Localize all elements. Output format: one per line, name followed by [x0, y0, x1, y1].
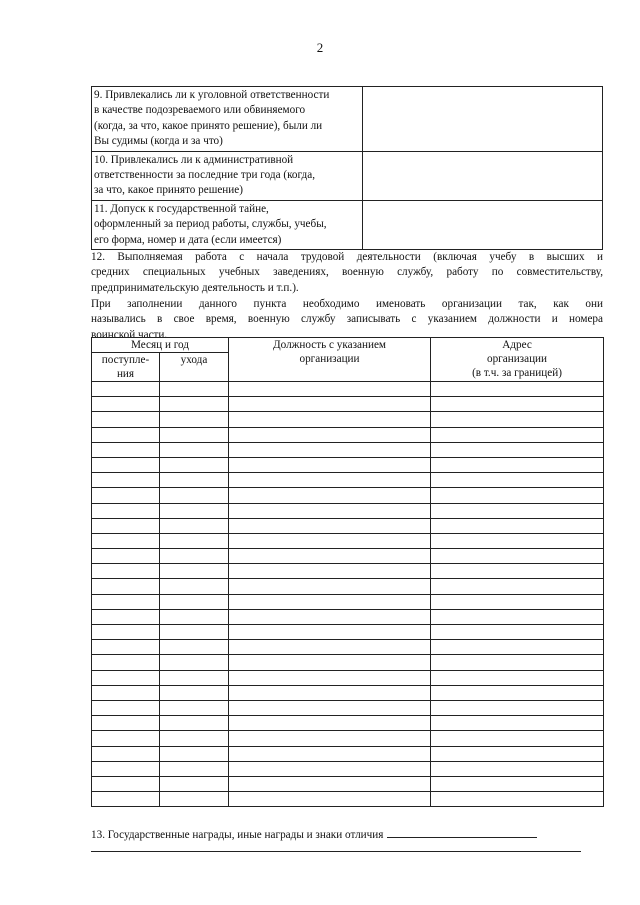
position-cell[interactable] [229, 579, 431, 594]
table-row [92, 761, 604, 776]
end-date-cell[interactable] [160, 609, 229, 624]
start-date-cell[interactable] [92, 473, 160, 488]
position-cell[interactable] [229, 776, 431, 791]
address-cell[interactable] [431, 579, 604, 594]
end-date-cell[interactable] [160, 776, 229, 791]
position-cell[interactable] [229, 655, 431, 670]
question-row-9 [92, 87, 603, 152]
end-date-cell[interactable] [160, 412, 229, 427]
work-history-rows [92, 382, 604, 807]
end-date-cell[interactable] [160, 625, 229, 640]
table-row [92, 473, 604, 488]
section-12-note: При заполнении данного пункта необходимо именовать организации так, как они назывались в свое время, военную службу записывать с указанием должности и номера воинской части. [91, 298, 603, 341]
start-date-cell[interactable] [92, 427, 160, 442]
start-date-cell[interactable] [92, 412, 160, 427]
end-date-cell[interactable] [160, 716, 229, 731]
address-header: Адрес организации (в т.ч. за границей) [431, 338, 604, 382]
table-row [92, 579, 604, 594]
start-date-cell[interactable] [92, 397, 160, 412]
address-cell[interactable] [431, 746, 604, 761]
question-10-text: 10. Привлекались ли к административной ответственности за последние три года (когда, за что, какое принято решение) [92, 151, 363, 200]
end-date-cell[interactable] [160, 731, 229, 746]
position-cell[interactable] [229, 731, 431, 746]
question-10-answer-field[interactable] [363, 151, 603, 200]
table-row [92, 731, 604, 746]
address-cell[interactable] [431, 609, 604, 624]
question-11-text: 11. Допуск к государственной тайне, оформленный за период работы, службы, учебы, его форма, номер и дата (если имеется) [92, 200, 363, 249]
end-date-cell[interactable] [160, 488, 229, 503]
table-row [92, 625, 604, 640]
end-date-cell[interactable] [160, 382, 229, 397]
start-date-cell[interactable] [92, 533, 160, 548]
address-cell[interactable] [431, 625, 604, 640]
start-date-cell[interactable] [92, 609, 160, 624]
start-date-cell[interactable] [92, 503, 160, 518]
table-row [92, 716, 604, 731]
end-date-header: ухода [160, 353, 229, 382]
table-row [92, 609, 604, 624]
awards-continuation-line[interactable] [91, 851, 581, 852]
work-history-table [91, 337, 604, 807]
end-date-cell[interactable] [160, 533, 229, 548]
address-cell[interactable] [431, 564, 604, 579]
start-date-cell[interactable] [92, 382, 160, 397]
address-cell[interactable] [431, 670, 604, 685]
address-cell[interactable] [431, 427, 604, 442]
position-cell[interactable] [229, 685, 431, 700]
end-date-cell[interactable] [160, 549, 229, 564]
position-cell[interactable] [229, 533, 431, 548]
address-cell[interactable] [431, 473, 604, 488]
address-cell[interactable] [431, 533, 604, 548]
position-cell[interactable] [229, 457, 431, 472]
question-row-11 [92, 200, 603, 249]
table-row [92, 700, 604, 715]
start-date-cell[interactable] [92, 700, 160, 715]
position-cell[interactable] [229, 503, 431, 518]
position-cell[interactable] [229, 700, 431, 715]
start-date-header: поступле- ния [92, 353, 160, 382]
start-date-cell[interactable] [92, 594, 160, 609]
start-date-cell[interactable] [92, 776, 160, 791]
end-date-cell[interactable] [160, 457, 229, 472]
address-cell[interactable] [431, 397, 604, 412]
month-year-header: Месяц и год [92, 338, 229, 353]
end-date-cell[interactable] [160, 503, 229, 518]
address-cell[interactable] [431, 412, 604, 427]
table-row [92, 594, 604, 609]
position-cell[interactable] [229, 427, 431, 442]
start-date-cell[interactable] [92, 640, 160, 655]
address-cell[interactable] [431, 792, 604, 807]
start-date-cell[interactable] [92, 761, 160, 776]
address-cell[interactable] [431, 549, 604, 564]
start-date-cell[interactable] [92, 746, 160, 761]
section-13 [91, 826, 603, 843]
end-date-cell[interactable] [160, 761, 229, 776]
address-cell[interactable] [431, 457, 604, 472]
address-cell[interactable] [431, 488, 604, 503]
position-cell[interactable] [229, 564, 431, 579]
address-cell[interactable] [431, 382, 604, 397]
table-row [92, 564, 604, 579]
table-row [92, 518, 604, 533]
start-date-cell[interactable] [92, 792, 160, 807]
start-date-cell[interactable] [92, 579, 160, 594]
page-number: 2 [316, 40, 324, 55]
table-row [92, 792, 604, 807]
address-cell[interactable] [431, 776, 604, 791]
address-cell[interactable] [431, 731, 604, 746]
table-row [92, 670, 604, 685]
address-cell[interactable] [431, 700, 604, 715]
address-cell[interactable] [431, 442, 604, 457]
table-row [92, 533, 604, 548]
position-cell[interactable] [229, 792, 431, 807]
table-row [92, 382, 604, 397]
end-date-cell[interactable] [160, 670, 229, 685]
start-date-cell[interactable] [92, 731, 160, 746]
position-cell[interactable] [229, 625, 431, 640]
question-11-answer-field[interactable] [363, 200, 603, 249]
address-cell[interactable] [431, 640, 604, 655]
table-row [92, 503, 604, 518]
table-row [92, 457, 604, 472]
table-row [92, 776, 604, 791]
question-row-10 [92, 151, 603, 200]
end-date-cell[interactable] [160, 640, 229, 655]
table-row [92, 442, 604, 457]
address-cell[interactable] [431, 685, 604, 700]
table-row [92, 488, 604, 503]
table-row [92, 655, 604, 670]
address-cell[interactable] [431, 594, 604, 609]
position-cell[interactable] [229, 549, 431, 564]
position-cell[interactable] [229, 442, 431, 457]
address-cell[interactable] [431, 761, 604, 776]
section-12-text: 12. Выполняемая работа с начала трудовой деятельности (включая учебу в высших и средних специальных учебных заведениях, военную службу, работу по совместительству, предпринимательскую деятельность и т.п.). [91, 251, 603, 294]
address-cell[interactable] [431, 716, 604, 731]
end-date-cell[interactable] [160, 518, 229, 533]
table-row [92, 549, 604, 564]
end-date-cell[interactable] [160, 427, 229, 442]
end-date-cell[interactable] [160, 442, 229, 457]
end-date-cell[interactable] [160, 579, 229, 594]
start-date-cell[interactable] [92, 716, 160, 731]
questions-table [91, 86, 603, 250]
position-cell[interactable] [229, 382, 431, 397]
end-date-cell[interactable] [160, 700, 229, 715]
start-date-cell[interactable] [92, 625, 160, 640]
address-cell[interactable] [431, 655, 604, 670]
position-cell[interactable] [229, 412, 431, 427]
position-cell[interactable] [229, 609, 431, 624]
table-row [92, 427, 604, 442]
start-date-cell[interactable] [92, 549, 160, 564]
start-date-cell[interactable] [92, 670, 160, 685]
awards-label: 13. Государственные награды, иные награды и знаки отличия [91, 829, 384, 841]
address-cell[interactable] [431, 518, 604, 533]
start-date-cell[interactable] [92, 442, 160, 457]
start-date-cell[interactable] [92, 655, 160, 670]
position-cell[interactable] [229, 746, 431, 761]
position-cell[interactable] [229, 518, 431, 533]
start-date-cell[interactable] [92, 488, 160, 503]
address-cell[interactable] [431, 503, 604, 518]
end-date-cell[interactable] [160, 397, 229, 412]
start-date-cell[interactable] [92, 685, 160, 700]
start-date-cell[interactable] [92, 564, 160, 579]
end-date-cell[interactable] [160, 473, 229, 488]
start-date-cell[interactable] [92, 457, 160, 472]
position-cell[interactable] [229, 488, 431, 503]
end-date-cell[interactable] [160, 564, 229, 579]
table-row [92, 746, 604, 761]
start-date-cell[interactable] [92, 518, 160, 533]
position-cell[interactable] [229, 670, 431, 685]
position-cell[interactable] [229, 716, 431, 731]
table-row [92, 685, 604, 700]
end-date-cell[interactable] [160, 655, 229, 670]
awards-input-line[interactable] [387, 826, 537, 838]
table-row [92, 412, 604, 427]
position-header: Должность с указанием организации [229, 338, 431, 382]
position-cell[interactable] [229, 594, 431, 609]
table-row [92, 640, 604, 655]
position-cell[interactable] [229, 640, 431, 655]
position-cell[interactable] [229, 473, 431, 488]
end-date-cell[interactable] [160, 746, 229, 761]
end-date-cell[interactable] [160, 594, 229, 609]
question-9-answer-field[interactable] [363, 87, 603, 152]
table-row [92, 397, 604, 412]
end-date-cell[interactable] [160, 792, 229, 807]
question-9-text: 9. Привлекались ли к уголовной ответственности в качестве подозреваемого или обвиняемого (когда, за что, какое принято решение), были ли Вы судимы (когда и за что) [92, 87, 363, 152]
position-cell[interactable] [229, 397, 431, 412]
position-cell[interactable] [229, 761, 431, 776]
end-date-cell[interactable] [160, 685, 229, 700]
